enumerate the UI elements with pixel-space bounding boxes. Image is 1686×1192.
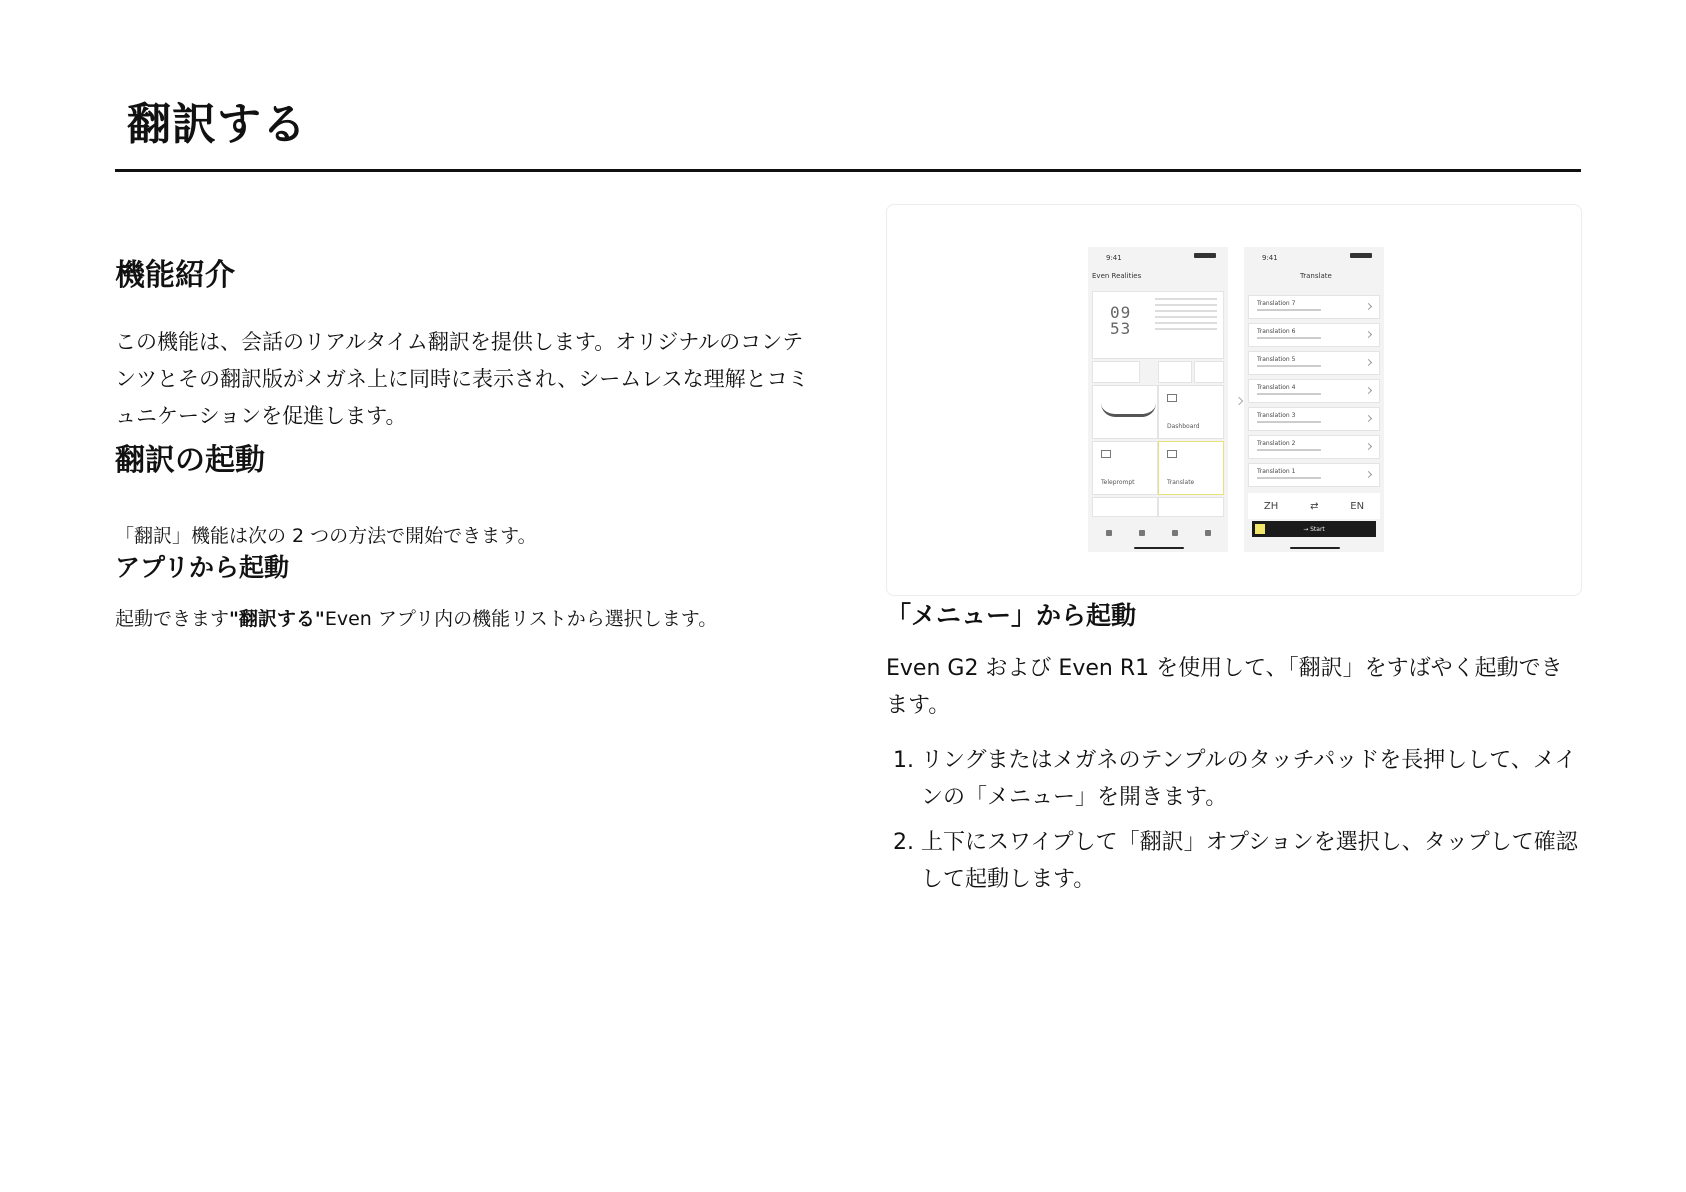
status-time: 9:41	[1106, 254, 1122, 262]
grid-icon	[1172, 530, 1178, 536]
ways-text: 「翻訳」機能は次の 2 つの方法で開始できます。	[115, 525, 537, 547]
chevron-right-icon	[1365, 359, 1372, 366]
swap-icon: ⇄	[1310, 500, 1319, 512]
menu-text: Even G2 および Even R1 を使用して、「翻訳」をすばやく起動できます。	[886, 656, 1563, 718]
home-indicator	[1134, 547, 1184, 549]
right-column	[886, 204, 1582, 906]
tile-partial-1	[1092, 497, 1158, 517]
tile-partial-2	[1158, 497, 1224, 517]
lang-from: ZH	[1263, 500, 1279, 512]
list-item-title: Translation 1	[1257, 468, 1296, 475]
bottom-nav	[1092, 526, 1224, 540]
glasses-icon	[1101, 402, 1156, 417]
chevron-right-icon	[1365, 303, 1372, 310]
chevron-right-icon	[1365, 471, 1372, 478]
start-heading: 翻訳の起動	[115, 443, 265, 478]
menu-heading: 「メニュー」から起動	[886, 601, 1137, 630]
list-item	[1248, 323, 1380, 347]
title-divider	[115, 169, 1581, 172]
translate-tile	[1158, 441, 1224, 495]
step-item: 2. 上下にスワイプして「翻訳」オプションを選択し、タップして確認して起動します。	[921, 824, 1582, 898]
page-title: 翻訳する	[127, 99, 307, 150]
app-text-after: Even アプリ内の機能リストから選択します。	[324, 608, 718, 630]
list-item	[1248, 379, 1380, 403]
steps-list	[886, 742, 1582, 898]
mic-icon	[1255, 524, 1265, 534]
chevron-right-icon	[1365, 331, 1372, 338]
chevron-right-icon	[1365, 387, 1372, 394]
lang-to: EN	[1350, 500, 1365, 512]
tile-small-1	[1092, 361, 1140, 383]
screenshot-figure	[886, 204, 1582, 596]
status-time-2: 9:41	[1262, 254, 1278, 262]
list-item-date	[1257, 309, 1321, 311]
list-item	[1248, 407, 1380, 431]
tile-small-3	[1194, 361, 1224, 383]
dashboard-icon	[1167, 394, 1177, 402]
status-icons-2	[1350, 253, 1372, 258]
teleprompt-icon	[1101, 450, 1111, 458]
arrow-right-icon: →	[1303, 525, 1311, 533]
list-item	[1248, 435, 1380, 459]
list-item	[1248, 295, 1380, 319]
list-item	[1248, 351, 1380, 375]
list-item-date	[1257, 393, 1321, 395]
clock-hours: 09	[1110, 303, 1132, 322]
app-text-before: 起動できます	[115, 608, 230, 630]
phone-translate-screenshot	[1244, 247, 1384, 552]
list-item-title: Translation 7	[1257, 300, 1296, 307]
list-item-date	[1257, 421, 1321, 423]
dashboard-label: Dashboard	[1167, 423, 1200, 430]
left-column	[115, 250, 815, 631]
list-item-date	[1257, 337, 1321, 339]
teleprompt-tile	[1092, 441, 1158, 495]
feature-icon	[1139, 530, 1145, 536]
list-item-title: Translation 4	[1257, 384, 1296, 391]
home-indicator	[1290, 547, 1340, 549]
list-item-date	[1257, 477, 1321, 479]
list-item-title: Translation 3	[1257, 412, 1296, 419]
step-item: 1. リングまたはメガネのテンプルのタッチパッドを長押しして、メインの「メニュー」を開きます。	[921, 742, 1582, 816]
dashboard-tile	[1158, 385, 1224, 439]
teleprompt-label: Teleprompt	[1101, 479, 1135, 486]
list-item-date	[1257, 365, 1321, 367]
intro-heading: 機能紹介	[115, 258, 235, 293]
clock-display	[1110, 305, 1131, 337]
phone-home-screenshot	[1088, 247, 1228, 552]
intro-text: この機能は、会話のリアルタイム翻訳を提供します。オリジナルのコンテンツとその翻訳版がメガネ上に同時に表示され、シームレスな理解とコミュニケーションを促進します。	[115, 330, 809, 428]
list-item-title: Translation 6	[1257, 328, 1296, 335]
list-item-title: Translation 5	[1257, 356, 1296, 363]
translate-label: Translate	[1167, 479, 1195, 486]
settings-icon	[1205, 530, 1211, 536]
app-text-bold: "翻訳する"	[229, 608, 325, 630]
language-selector	[1248, 493, 1380, 519]
list-item-date	[1257, 449, 1321, 451]
home-icon	[1106, 530, 1112, 536]
clock-minutes: 53	[1110, 319, 1132, 338]
tile-small-2	[1158, 361, 1192, 383]
app-heading: アプリから起動	[115, 553, 290, 582]
start-button	[1252, 521, 1376, 537]
list-item-title: Translation 2	[1257, 440, 1296, 447]
status-icons	[1194, 253, 1216, 258]
translate-icon	[1167, 450, 1177, 458]
news-lines	[1155, 298, 1217, 334]
chevron-right-icon	[1365, 415, 1372, 422]
translate-header: Translate	[1300, 272, 1332, 280]
glasses-tile	[1092, 385, 1158, 439]
chevron-right-icon	[1235, 397, 1243, 405]
start-label: Start	[1310, 525, 1325, 533]
app-text	[115, 604, 815, 631]
chevron-right-icon	[1365, 443, 1372, 450]
list-item	[1248, 463, 1380, 487]
app-brand: Even Realities	[1092, 272, 1142, 280]
